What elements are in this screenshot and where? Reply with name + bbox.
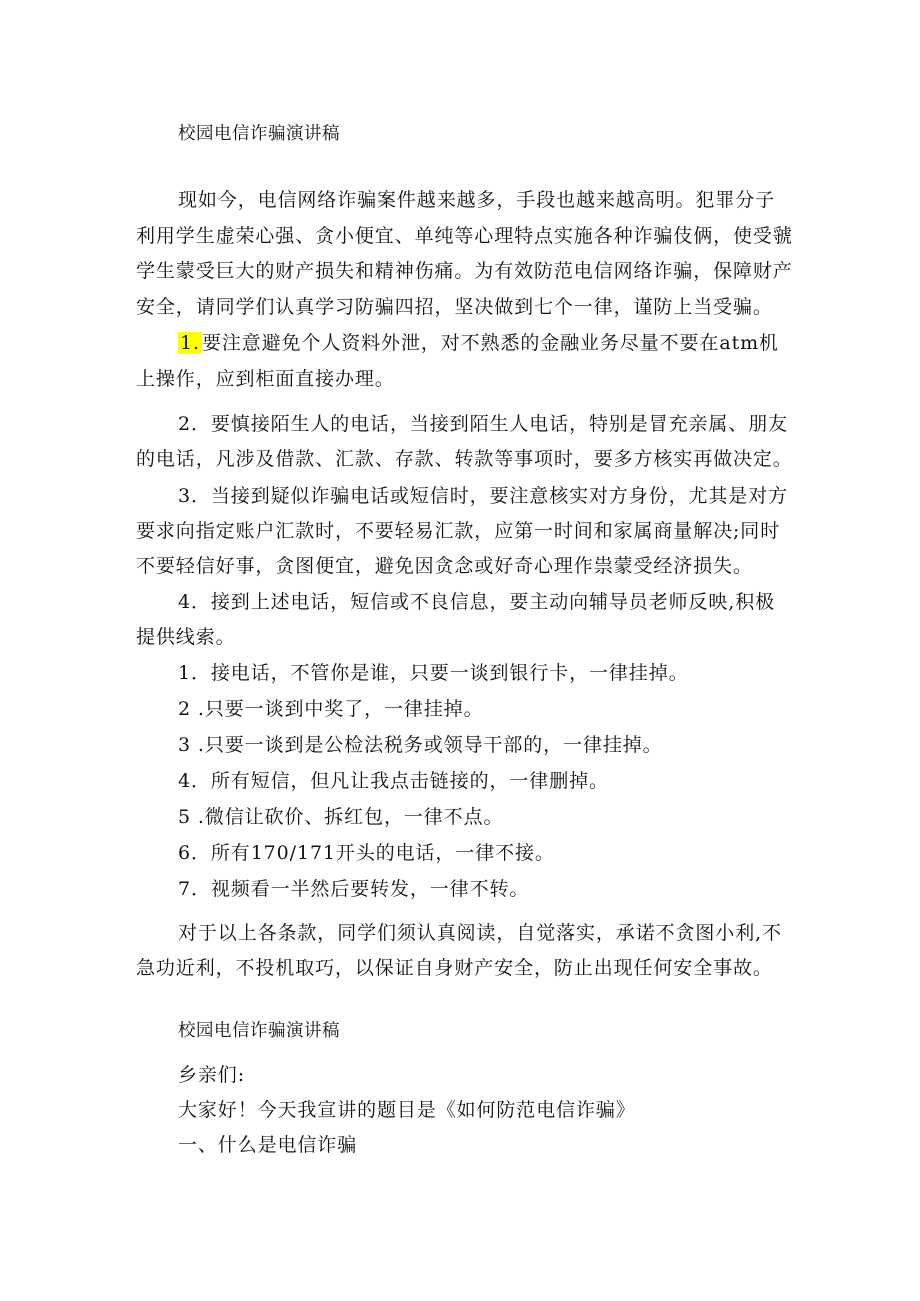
tip-3-line: 不要轻信好事，贪图便宜，避免因贪念或好奇心理作祟蒙受经济损失。 bbox=[136, 555, 753, 577]
conclusion-line: 对于以上各条款，同学们须认真阅读，自觉落实，承诺不贪图小利,不 bbox=[178, 922, 782, 944]
tip-4-line: 4．接到上述电话，短信或不良信息，要主动向辅导员老师反映,积极 bbox=[178, 591, 776, 613]
tip-2-line: 2．要慎接陌生人的电话，当接到陌生人电话，特别是冒充亲属、朋友 bbox=[178, 413, 788, 435]
tip-1-text: 要注意避免个人资料外泄，对不熟悉的金融业务尽量不要在atm机 bbox=[201, 332, 779, 354]
document-title: 校园电信诈骗演讲稿 bbox=[178, 124, 340, 144]
intro-line: 学生蒙受巨大的财产损失和精神伤痛。为有效防范电信网络诈骗，保障财产 bbox=[136, 260, 793, 282]
rule-item: 1．接电话，不管你是谁，只要一谈到银行卡，一律挂掉。 bbox=[178, 662, 689, 684]
tip-4-line: 提供线索。 bbox=[136, 626, 236, 648]
tip-3-line: 3．当接到疑似诈骗电话或短信时，要注意核实对方身份，尤其是对方 bbox=[178, 485, 788, 507]
intro-line: 安全，请同学们认真学习防骗四招，坚决做到七个一律，谨防上当受骗。 bbox=[136, 296, 773, 318]
opening-line: 大家好！今天我宣讲的题目是《如何防范电信诈骗》 bbox=[178, 1099, 636, 1121]
intro-line: 现如今，电信网络诈骗案件越来越多，手段也越来越高明。犯罪分子 bbox=[178, 189, 776, 211]
section-heading: 一、什么是电信诈骗 bbox=[178, 1134, 358, 1156]
tip-1-line: 上操作，应到柜面直接办理。 bbox=[136, 368, 395, 390]
second-document-title: 校园电信诈骗演讲稿 bbox=[178, 1021, 340, 1041]
rule-item: 7．视频看一半然后要转发，一律不转。 bbox=[178, 878, 530, 900]
conclusion-line: 急功近利，不投机取巧，以保证自身财产安全，防止出现任何安全事故。 bbox=[136, 957, 773, 979]
tip-1-line bbox=[178, 330, 779, 356]
rule-item: 5 .微信让砍价、拆红包，一律不点。 bbox=[178, 806, 504, 828]
rule-item: 6．所有170/171开头的电话，一律不接。 bbox=[178, 842, 555, 864]
rule-item: 3 .只要一谈到是公检法税务或领导干部的，一律挂掉。 bbox=[178, 734, 663, 756]
tip-2-line: 的电话，凡涉及借款、汇款、存款、转款等事项时，要多方核实再做决定。 bbox=[136, 448, 793, 470]
rule-item: 2 .只要一谈到中奖了，一律挂掉。 bbox=[178, 698, 484, 720]
tip-3-line: 要求向指定账户汇款时，不要轻易汇款，应第一时间和家属商量解决;同时 bbox=[136, 520, 781, 542]
greeting: 乡亲们: bbox=[178, 1064, 246, 1086]
intro-line: 利用学生虚荣心强、贪小便宜、单纯等心理特点实施各种诈骗伎俩，使受虢 bbox=[136, 225, 793, 247]
rule-item: 4．所有短信，但凡让我点击链接的，一律删掉。 bbox=[178, 770, 609, 792]
tip-1-number-highlight: 1. bbox=[180, 332, 200, 354]
